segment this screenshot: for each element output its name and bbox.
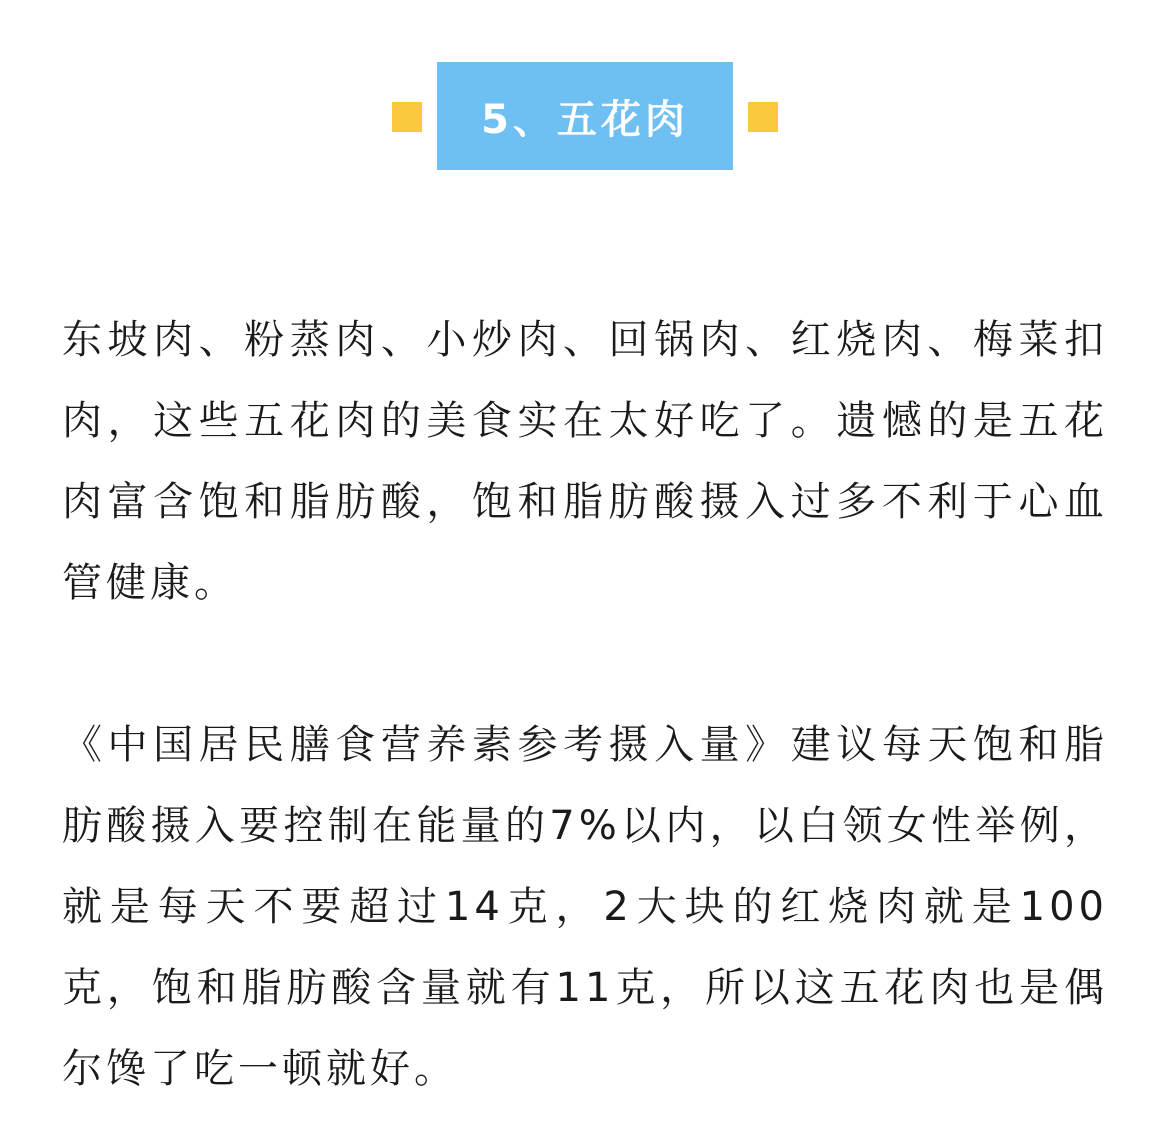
right-accent-square	[748, 102, 778, 132]
left-accent-square	[392, 102, 422, 132]
section-title: 5、五花肉	[481, 96, 689, 143]
section-title-box	[437, 62, 733, 170]
section-header	[0, 62, 1170, 170]
paragraph-recommendation: 《中国居民膳食营养素参考摄入量》建议每天饱和脂肪酸摄入要控制在能量的7%以内，以白领女性举例，就是每天不要超过14克，2大块的红烧肉就是100克，饱和脂肪酸含量就有11克，所以这五花肉也是偶尔馋了吃一顿就好。	[62, 722, 1108, 1092]
paragraph-intro: 东坡肉、粉蒸肉、小炒肉、回锅肉、红烧肉、梅菜扣肉，这些五花肉的美食实在太好吃了。遗憾的是五花肉富含饱和脂肪酸，饱和脂肪酸摄入过多不利于心血管健康。	[62, 317, 1108, 606]
